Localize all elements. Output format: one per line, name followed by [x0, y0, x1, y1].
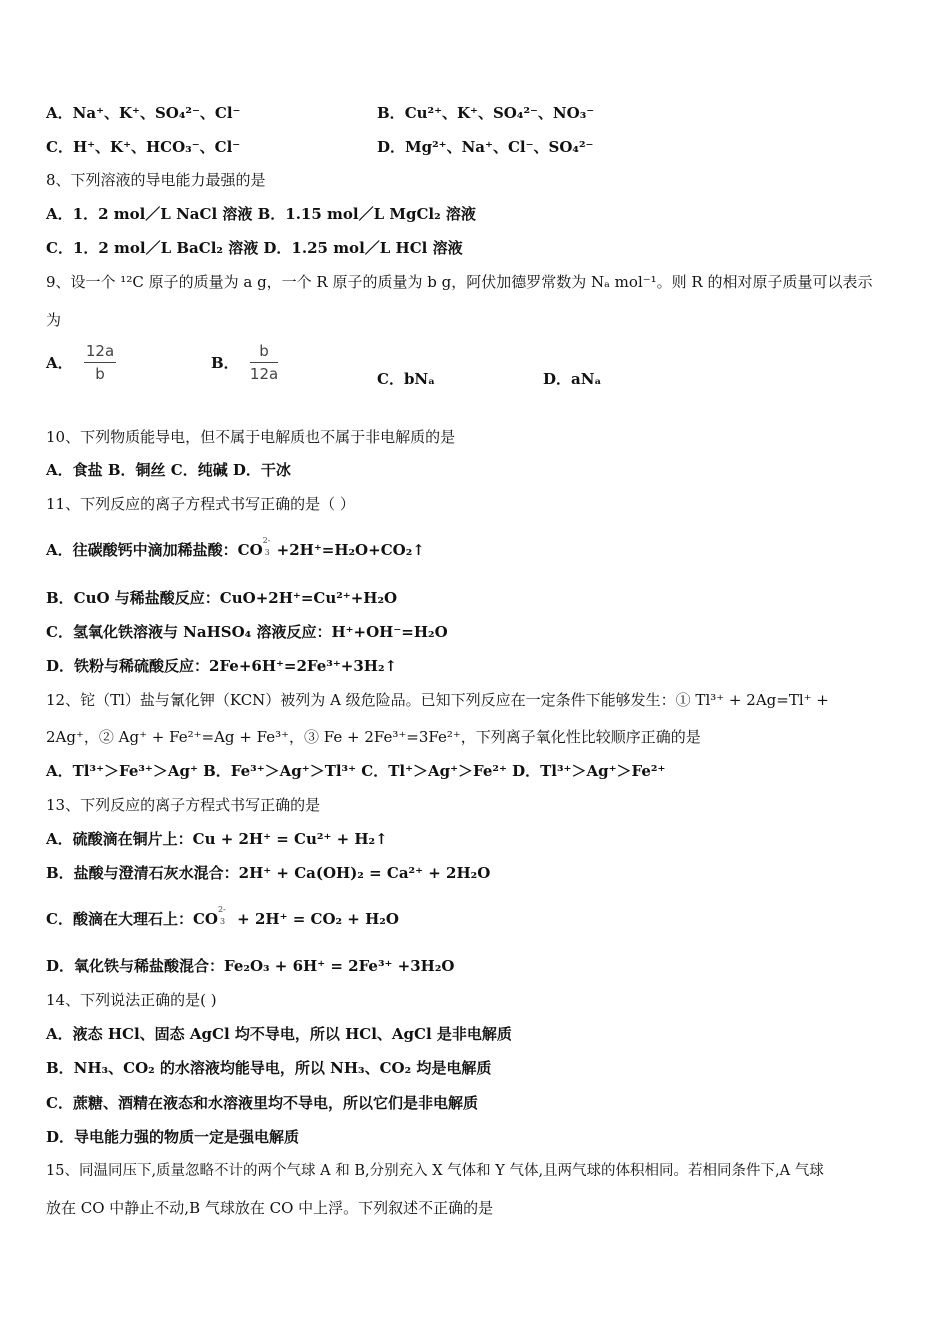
- q9-stem-line-2: 为: [46, 311, 62, 329]
- q11-option-d: D．铁粉与稀硫酸反应：2Fe+6H⁺=2Fe³⁺+3H₂↑: [46, 657, 398, 675]
- q14-option-b: B．NH₃、CO₂ 的水溶液均能导电，所以 NH₃、CO₂ 均是电解质: [46, 1059, 492, 1077]
- q7-option-c: C．H⁺、K⁺、HCO₃⁻、Cl⁻: [46, 138, 241, 156]
- q11-stem: 11、下列反应的离子方程式书写正确的是（ ）: [46, 495, 355, 513]
- q10-stem: 10、下列物质能导电，但不属于电解质也不属于非电解质的是: [46, 428, 456, 446]
- q15-stem-line-2: 放在 CO 中静止不动,B 气球放在 CO 中上浮。下列叙述不正确的是: [46, 1199, 494, 1217]
- carbonate-charge: 2- 3: [217, 905, 226, 926]
- q13-option-b: B．盐酸与澄清石灰水混合：2H⁺ + Ca(OH)₂ = Ca²⁺ + 2H₂O: [46, 864, 491, 882]
- q8-options-line-1: A．1．2 mol／L NaCl 溶液 B．1.15 mol／L MgCl₂ 溶液: [46, 205, 476, 223]
- q12-stem-line-1: 12、铊（Tl）盐与氰化钾（KCN）被列为 A 级危险品。已知下列反应在一定条件下能够发生：① Tl³⁺ + 2Ag=Tl⁺ +: [46, 691, 829, 709]
- q9-option-d: D．aNₐ: [543, 370, 602, 388]
- q9-fraction-b: $\frac{b}{12a}$: [249, 342, 279, 383]
- q8-stem: 8、下列溶液的导电能力最强的是: [46, 171, 266, 189]
- q12-stem-line-2: 2Ag⁺，② Ag⁺ + Fe²⁺=Ag + Fe³⁺，③ Fe + 2Fe³⁺=3Fe²⁺，下列离子氧化性比较顺序正确的是: [46, 728, 701, 746]
- q11-option-a: A．往碳酸钙中滴加稀盐酸：CO 2- 3 +2H⁺=H₂O+CO₂↑: [46, 536, 425, 559]
- q10-options: A．食盐 B．铜丝 C．纯碱 D．干冰: [46, 461, 291, 479]
- q13-option-c: C．酸滴在大理石上：CO 2- 3 + 2H⁺ = CO₂ + H₂O: [46, 905, 399, 928]
- q11-option-c: C．氢氧化铁溶液与 NaHSO₄ 溶液反应：H⁺+OH⁻=H₂O: [46, 623, 448, 641]
- q15-stem-line-1: 15、同温同压下,质量忽略不计的两个气球 A 和 B,分别充入 X 气体和 Y 气体,且两气球的体积相同。若相同条件下,A 气球: [46, 1163, 824, 1179]
- q13-option-d: D．氧化铁与稀盐酸混合：Fe₂O₃ + 6H⁺ = 2Fe³⁺ +3H₂O: [46, 957, 455, 975]
- q14-option-d: D．导电能力强的物质一定是强电解质: [46, 1128, 300, 1146]
- q13-stem: 13、下列反应的离子方程式书写正确的是: [46, 796, 321, 814]
- q8-options-line-2: C．1．2 mol／L BaCl₂ 溶液 D．1.25 mol／L HCl 溶液: [46, 239, 463, 257]
- q11-option-b: B．CuO 与稀盐酸反应：CuO+2H⁺=Cu²⁺+H₂O: [46, 589, 398, 607]
- q14-option-a: A．液态 HCl、固态 AgCl 均不导电，所以 HCl、AgCl 是非电解质: [46, 1025, 512, 1043]
- q14-stem: 14、下列说法正确的是( ): [46, 991, 217, 1009]
- q7-option-d: D．Mg²⁺、Na⁺、Cl⁻、SO₄²⁻: [377, 138, 594, 156]
- q9-fraction-a: $\frac{12a}{b}$: [85, 342, 115, 383]
- q7-option-a: A．Na⁺、K⁺、SO₄²⁻、Cl⁻: [46, 104, 241, 122]
- q13-option-a: A．硫酸滴在铜片上：Cu + 2H⁺ = Cu²⁺ + H₂↑: [46, 830, 388, 848]
- q9-stem-line-1: 9、设一个 ¹²C 原子的质量为 a g，一个 R 原子的质量为 b g，阿伏加德罗常数为 Nₐ mol⁻¹。则 R 的相对原子质量可以表示: [46, 273, 873, 291]
- q9-option-a: A． $\frac{12a}{b}$: [46, 342, 115, 383]
- q7-option-b: B．Cu²⁺、K⁺、SO₄²⁻、NO₃⁻: [377, 104, 595, 122]
- carbonate-charge: 2- 3: [262, 536, 271, 557]
- q9-option-b: B． $\frac{b}{12a}$: [211, 342, 279, 383]
- q14-option-c: C．蔗糖、酒精在液态和水溶液里均不导电，所以它们是非电解质: [46, 1094, 478, 1112]
- q9-option-c: C．bNₐ: [377, 370, 436, 388]
- q12-options: A．Tl³⁺＞Fe³⁺＞Ag⁺ B．Fe³⁺＞Ag⁺＞Tl³⁺ C．Tl⁺＞Ag⁺＞Fe²⁺ D．Tl³⁺＞Ag⁺＞Fe²⁺: [46, 762, 666, 780]
